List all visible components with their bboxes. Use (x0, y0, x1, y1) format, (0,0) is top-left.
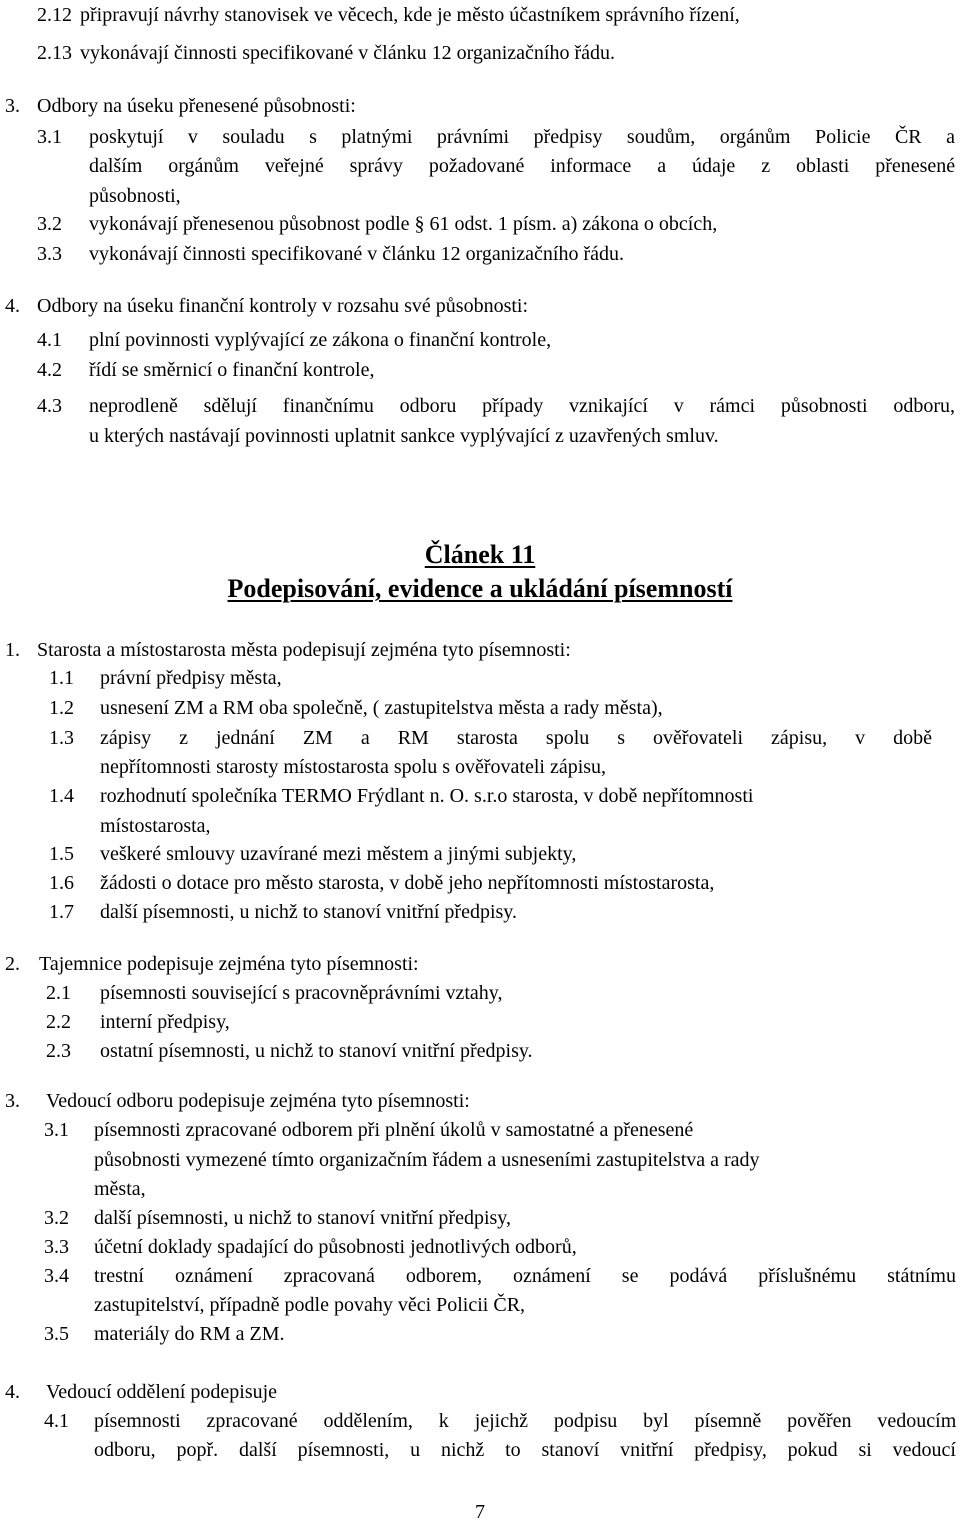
item-number: 4.1 (44, 1410, 69, 1432)
item-text-line: působnosti, (89, 185, 181, 207)
section-title: Vedoucí oddělení podepisuje (46, 1381, 278, 1403)
item-text-line: písemnosti zpracované oddělením, k jejichž podpisu byl písemně pověřen vedoucím (94, 1410, 957, 1432)
item-text: materiály do RM a ZM. (94, 1323, 285, 1345)
item-text-line: rozhodnutí společníka TERMO Frýdlant n. O. s.r.o starosta, v době nepřítomnosti (100, 785, 754, 807)
item-number: 1.5 (49, 843, 74, 865)
section-number: 3. (5, 95, 20, 117)
section-number: 4. (5, 1381, 20, 1403)
section-title: Vedoucí odboru podepisuje zejména tyto písemnosti: (46, 1090, 470, 1112)
item-text-line: místostarosta, (100, 815, 211, 837)
item-number: 2.3 (46, 1040, 71, 1062)
item-text: řídí se směrnicí o finanční kontrole, (89, 359, 375, 381)
item-number: 3.5 (44, 1323, 69, 1345)
item-text-line: neprodleně sdělují finančnímu odboru případy vznikající v rámci působnosti odboru, (89, 395, 955, 417)
article-subtitle: Podepisování, evidence a ukládání písemností (227, 574, 733, 603)
item-text-line: písemnosti zpracované odborem při plnění úkolů v samostatné a přenesené (94, 1119, 694, 1141)
article-title: Článek 11 (424, 540, 536, 569)
item-text-line: zápisy z jednání ZM a RM starosta spolu s ověřovateli zápisu, v době (100, 727, 932, 749)
item-number: 3.2 (37, 213, 62, 235)
item-text-line: dalším orgánům veřejné správy požadované informace a údaje z oblasti přenesené (89, 155, 956, 177)
item-text: vykonávají přenesenou působnost podle § 61 odst. 1 písm. a) zákona o obcích, (89, 213, 718, 235)
page-number: 7 (475, 1501, 485, 1523)
item-text: plní povinnosti vyplývající ze zákona o finanční kontrole, (89, 329, 552, 351)
section-number: 4. (5, 295, 20, 317)
section-number: 1. (5, 639, 20, 661)
item-number: 1.6 (49, 872, 74, 894)
item-text: připravují návrhy stanovisek ve věcech, kde je město účastníkem správního řízení, (80, 4, 740, 26)
item-text-line: působnosti vymezené tímto organizačním řádem a usneseními zastupitelstva a rady (94, 1149, 760, 1171)
item-number: 3.1 (44, 1119, 69, 1141)
item-number: 4.1 (37, 329, 62, 351)
item-number: 4.2 (37, 359, 62, 381)
item-number: 1.7 (49, 901, 74, 923)
item-number: 3.3 (37, 243, 62, 265)
section-number: 3. (5, 1090, 20, 1112)
section-title: Starosta a místostarosta města podepisují zejména tyto písemnosti: (37, 639, 571, 661)
item-text: ostatní písemnosti, u nichž to stanoví vnitřní předpisy. (100, 1040, 533, 1062)
item-text-line: nepřítomnosti starosty místostarosta spolu s ověřovateli zápisu, (100, 756, 607, 778)
item-text: právní předpisy města, (100, 667, 282, 689)
item-number: 1.4 (49, 785, 74, 807)
item-text-line: odboru, popř. další písemnosti, u nichž to stanoví vnitřní předpisy, pokud si vedoucí (94, 1439, 956, 1461)
item-number: 4.3 (37, 395, 62, 417)
item-text-line: města, (94, 1178, 146, 1200)
item-text-line: poskytují v souladu s platnými právními předpisy soudům, orgánům Policie ČR a (89, 126, 955, 148)
item-number: 1.3 (49, 727, 74, 749)
item-text: účetní doklady spadající do působnosti jednotlivých odborů, (94, 1236, 577, 1258)
item-number: 3.1 (37, 126, 62, 148)
item-text: usnesení ZM a RM oba společně, ( zastupitelstva města a rady města), (100, 697, 663, 719)
section-title: Odbory na úseku finanční kontroly v rozsahu své působnosti: (37, 295, 529, 317)
item-text-line: u kterých nastávají povinnosti uplatnit sankce vyplývající z uzavřených smluv. (89, 425, 719, 447)
item-text: písemnosti související s pracovněprávními vztahy, (100, 982, 503, 1004)
item-number: 2.12 (37, 4, 72, 26)
item-number: 3.4 (44, 1265, 69, 1287)
item-text-line: trestní oznámení zpracovaná odborem, oznámení se podává příslušnému státnímu (94, 1265, 956, 1287)
item-text: veškeré smlouvy uzavírané mezi městem a jinými subjekty, (100, 843, 577, 865)
item-number: 2.1 (46, 982, 71, 1004)
item-text: žádosti o dotace pro město starosta, v době jeho nepřítomnosti místostarosta, (100, 872, 715, 894)
item-number: 1.2 (49, 697, 74, 719)
item-number: 2.2 (46, 1011, 71, 1033)
section-title: Odbory na úseku přenesené působnosti: (37, 95, 356, 117)
item-text: další písemnosti, u nichž to stanoví vnitřní předpisy, (94, 1207, 511, 1229)
item-text: vykonávají činnosti specifikované v článku 12 organizačního řádu. (80, 42, 616, 64)
section-number: 2. (5, 953, 20, 975)
item-text: další písemnosti, u nichž to stanoví vnitřní předpisy. (100, 901, 517, 923)
item-number: 3.3 (44, 1236, 69, 1258)
item-number: 3.2 (44, 1207, 69, 1229)
item-number: 1.1 (49, 667, 74, 689)
item-text-line: zastupitelství, případně podle povahy věci Policii ČR, (94, 1294, 526, 1316)
item-text: interní předpisy, (100, 1011, 230, 1033)
section-title: Tajemnice podepisuje zejména tyto písemnosti: (39, 953, 419, 975)
item-number: 2.13 (37, 42, 72, 64)
item-text: vykonávají činnosti specifikované v článku 12 organizačního řádu. (89, 243, 625, 265)
